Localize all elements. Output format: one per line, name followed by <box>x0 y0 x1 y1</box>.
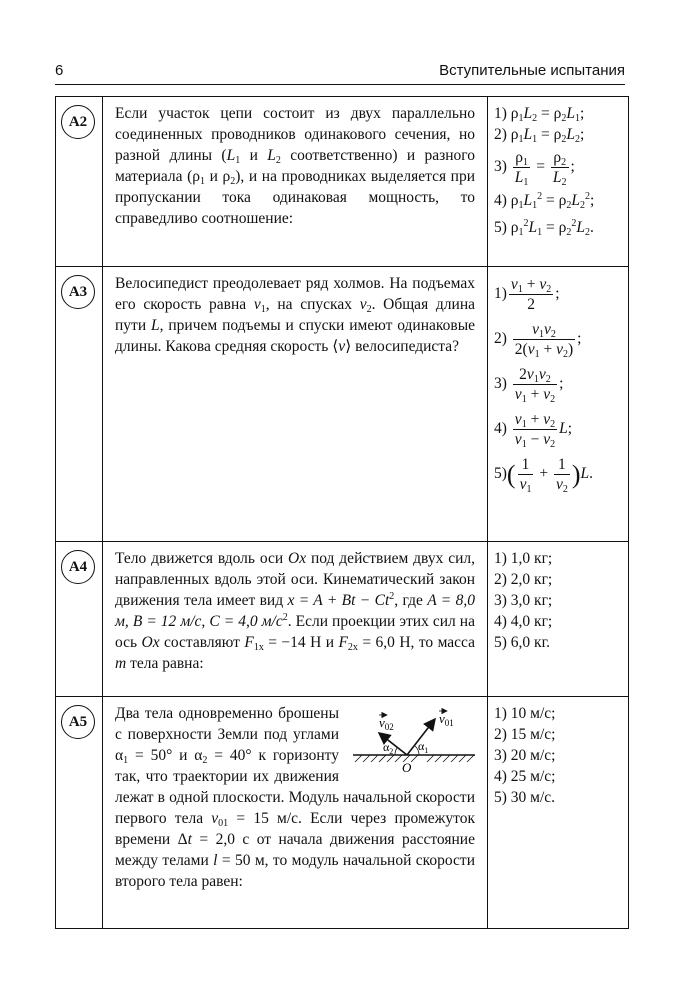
option: 3) $\frac{2v_1v_2}{v_1 + v_2}$ ; <box>494 366 564 405</box>
answer-options <box>488 97 628 238</box>
task-label: А5 <box>61 705 95 739</box>
v02-label: $v_{02}$ <box>379 715 394 732</box>
option: 4) 25 м/с; <box>494 768 556 785</box>
v01-label: $v_{01}$ <box>439 711 454 728</box>
task-question: $v_{01}$ $v_{02}$ $\alpha_2$ $\alpha_1$ O Два тела одновременно брошены с поверхности Земли под углами $\alpha_1 = 50^\circ$ и $\alpha_2 = 40^\circ$ к горизонту так, что траектории их движения лежат в одной плоскости. Модуль начальной скорости первого тела $v_{01} = 15$ м/с. Если через промежуток времени Δt = 2,0 с от начала движения расстояние между телами l = 50 м, то модуль начальной скорости второго тела равен: <box>103 697 487 892</box>
option: 1) 1,0 кг; <box>494 550 553 567</box>
option: 5) 30 м/с. <box>494 789 556 806</box>
ground-hatching <box>355 755 474 762</box>
option: 2) 15 м/с; <box>494 726 556 743</box>
task-question: Если участок цепи состоит из двух параллельно соединенных проводников одинакового сечения, но разной длины ($L_1$ и $L_2$ соответственно) и разного материала ($\rho_1$ и $\rho_2$), и на проводниках выделяется при пропускании тока одинаковая мощность, то справедливо соотношение: <box>115 105 476 227</box>
option: 2) 2,0 кг; <box>494 571 553 588</box>
option: 3) $\frac{\rho_1}{L_1}$ = $\frac{\rho_2}{L_2}$ ; <box>494 149 575 188</box>
task-label: А3 <box>61 275 95 309</box>
alpha1-label: $\alpha_1$ <box>418 739 429 755</box>
velocity-diagram <box>345 703 479 775</box>
task-row <box>56 97 629 267</box>
option: 1) $\frac{v_1 + v_2}{2}$ ; <box>494 276 560 313</box>
option: 5) $\rho_1^2L_1 = \rho_2^2L_2$. <box>494 218 594 238</box>
option: 5)( $\frac{1}{v_1}$ + $\frac{1}{v_2}$ )L. <box>494 456 594 495</box>
task-row <box>56 697 629 929</box>
task-label: А4 <box>61 550 95 584</box>
running-header <box>55 62 625 84</box>
task-label: А2 <box>61 105 95 139</box>
task-question: Тело движется вдоль оси Ox под действием двух сил, направленных вдоль этой оси. Кинематический закон движения тела имеет вид $x = A + Bt - Ct^2$, где A = 8,0 м, B = 12 м/с, C = 4,0 $м/с^2$. Если проекции этих сил на ось Ox составляют $F_{1x} = -14$ Н и $F_{2x} = 6,0$ Н, то масса m тела равна: <box>115 550 476 672</box>
alpha2-label: $\alpha_2$ <box>383 740 394 756</box>
option: 4) 4,0 кг; <box>494 613 553 630</box>
running-title: Вступительные испытания <box>439 62 625 79</box>
tasks-table <box>55 96 629 929</box>
option: 5) 6,0 кг. <box>494 634 551 651</box>
header-rule <box>55 84 625 85</box>
task-row <box>56 542 629 697</box>
option: 1) 10 м/с; <box>494 705 556 722</box>
task-row <box>56 267 629 542</box>
answer-options <box>488 542 628 653</box>
task-question: Велосипедист преодолевает ряд холмов. На подъемах его скорость равна $v_1$, на спусках $v_2$. Общая длина пути L, причем подъемы и спуски имеют одинаковые длины. Какова средняя скорость ⟨v⟩ велосипедиста? <box>115 275 475 355</box>
option: 2) $\rho_1L_1 = \rho_2L_2$; <box>494 126 585 145</box>
option: 1) $\rho_1L_2 = \rho_2L_1$; <box>494 105 585 124</box>
page-number: 6 <box>55 62 64 79</box>
option: 2) $\frac{v_1v_2}{2(v_1 + v_2)}$ ; <box>494 321 582 360</box>
option: 3) 3,0 кг; <box>494 592 553 609</box>
option: 4) $\rho_1L_1^2 = \rho_2L_2^2$; <box>494 191 595 211</box>
alpha2-arc <box>395 748 397 755</box>
answer-options <box>488 267 628 494</box>
origin-label: O <box>402 760 412 775</box>
option: 4) $\frac{v_1 + v_2}{v_1 - v_2}$ L; <box>494 411 573 450</box>
option: 3) 20 м/с; <box>494 747 556 764</box>
answer-options <box>488 697 628 808</box>
